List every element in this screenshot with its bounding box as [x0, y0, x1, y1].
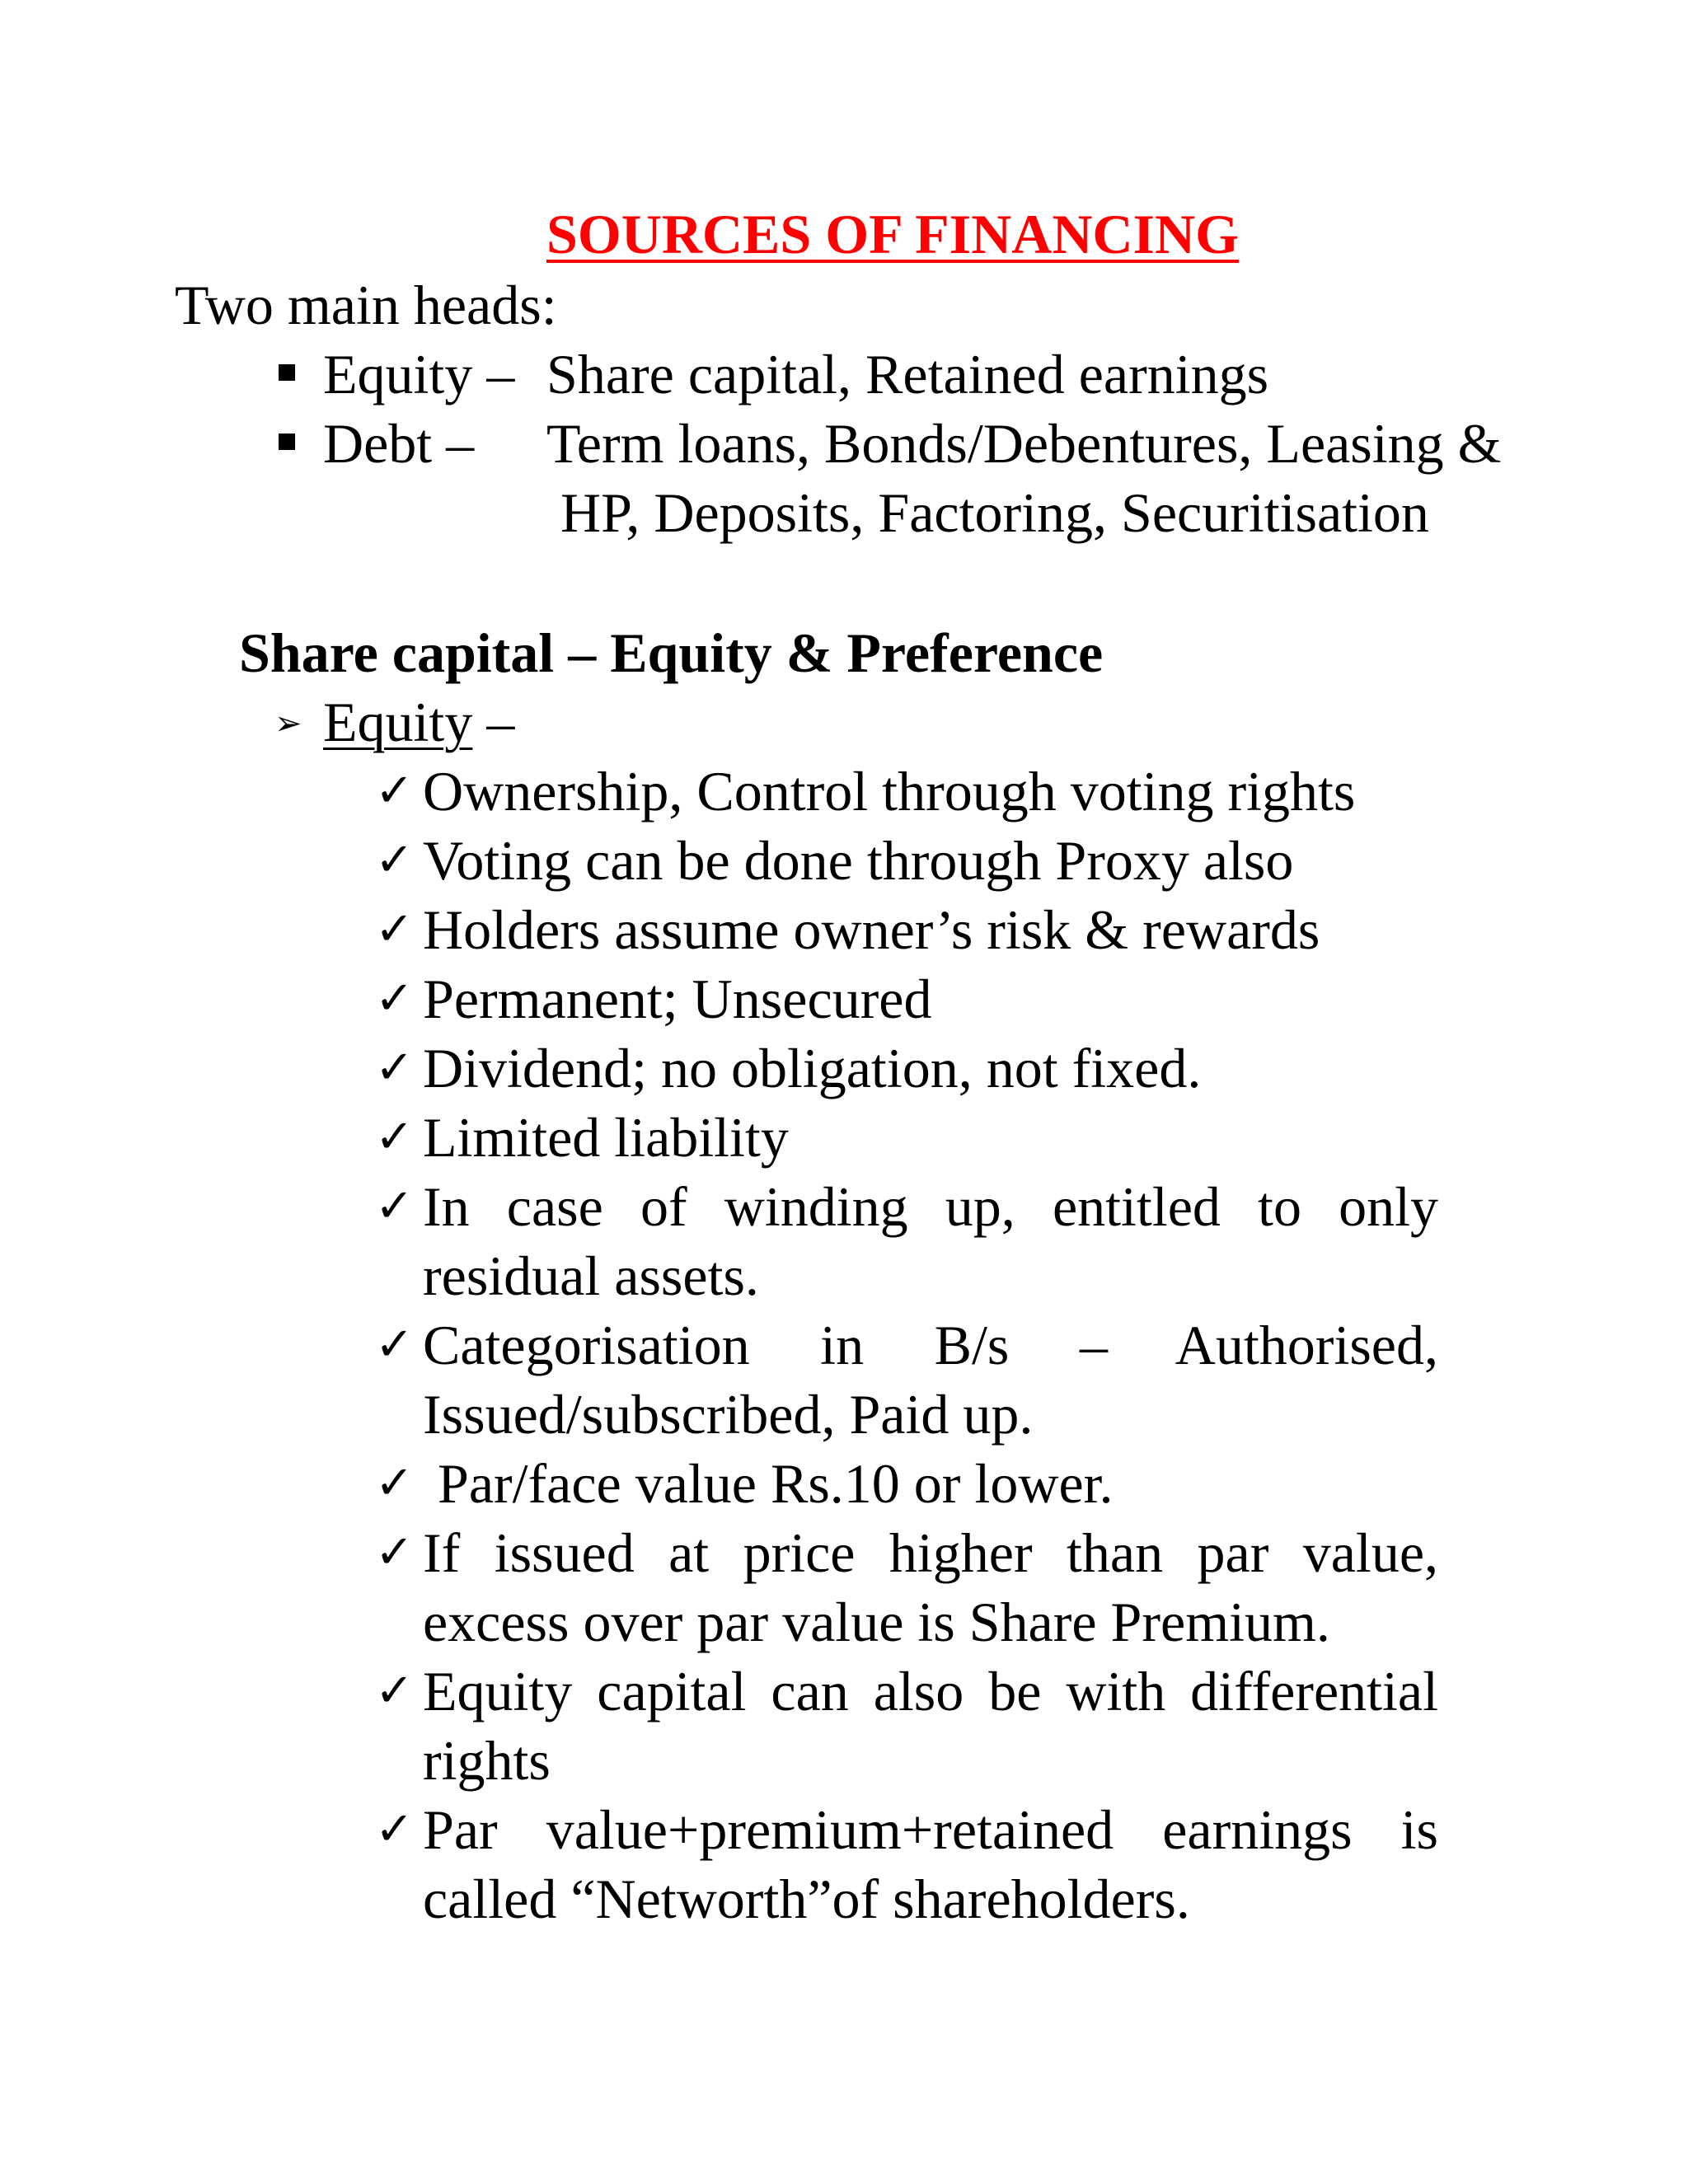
- check-icon: ✓: [375, 1526, 414, 1579]
- list-item: ✓ Holders assume owner’s risk & rewards: [375, 895, 1438, 964]
- check-icon: ✓: [375, 1456, 414, 1510]
- check-icon: ✓: [375, 1110, 414, 1164]
- equity-points-list: [375, 757, 1438, 1933]
- check-icon: ✓: [375, 902, 414, 956]
- list-item: ✓ Par value+premium+retained earnings is called “Networth”of shareholders.: [375, 1795, 1438, 1933]
- check-icon: ✓: [375, 972, 414, 1025]
- arrow-bullet-icon: ➢: [274, 705, 302, 742]
- check-icon: ✓: [375, 833, 414, 887]
- list-item: ✓ Permanent; Unsecured: [375, 964, 1438, 1033]
- list-item: ✓ Equity capital can also be with differential rights: [375, 1657, 1438, 1795]
- list-item: ✓ Par/face value Rs.10 or lower.: [375, 1449, 1438, 1518]
- equity-subheading-label: Equity: [323, 691, 473, 753]
- intro-text: Two main heads:: [175, 274, 557, 336]
- equity-subheading-suffix: –: [472, 691, 515, 753]
- square-bullet-icon: [279, 364, 295, 381]
- list-item: ✓ Categorisation in B/s – Authorised, Issued/subscribed, Paid up.: [375, 1310, 1438, 1449]
- list-item: ✓ Ownership, Control through voting rights: [375, 757, 1438, 826]
- section-heading: Share capital – Equity & Preference: [239, 621, 1104, 684]
- head-equity-text: Share capital, Retained earnings: [546, 343, 1269, 405]
- list-item: ✓ Dividend; no obligation, not fixed.: [375, 1033, 1438, 1103]
- check-icon: ✓: [375, 1318, 414, 1371]
- list-item: ✓ In case of winding up, entitled to only residual assets.: [375, 1172, 1438, 1310]
- square-bullet-icon: [279, 434, 295, 450]
- list-item: ✓ Limited liability: [375, 1103, 1438, 1172]
- head-equity-label: Equity –: [323, 343, 515, 405]
- check-icon: ✓: [375, 1041, 414, 1094]
- equity-subheading: [323, 687, 514, 757]
- head-debt-label: Debt –: [323, 412, 475, 475]
- check-icon: ✓: [375, 1802, 414, 1856]
- page-title: SOURCES OF FINANCING: [546, 203, 1240, 265]
- list-item: ✓ Voting can be done through Proxy also: [375, 826, 1438, 895]
- head-debt-text-continued: HP, Deposits, Factoring, Securitisation: [560, 481, 1429, 544]
- check-icon: ✓: [375, 1664, 414, 1718]
- check-icon: ✓: [375, 764, 414, 818]
- list-item: ✓ If issued at price higher than par value, excess over par value is Share Premium.: [375, 1518, 1438, 1657]
- head-debt-text: Term loans, Bonds/Debentures, Leasing &: [546, 412, 1502, 475]
- check-icon: ✓: [375, 1179, 414, 1233]
